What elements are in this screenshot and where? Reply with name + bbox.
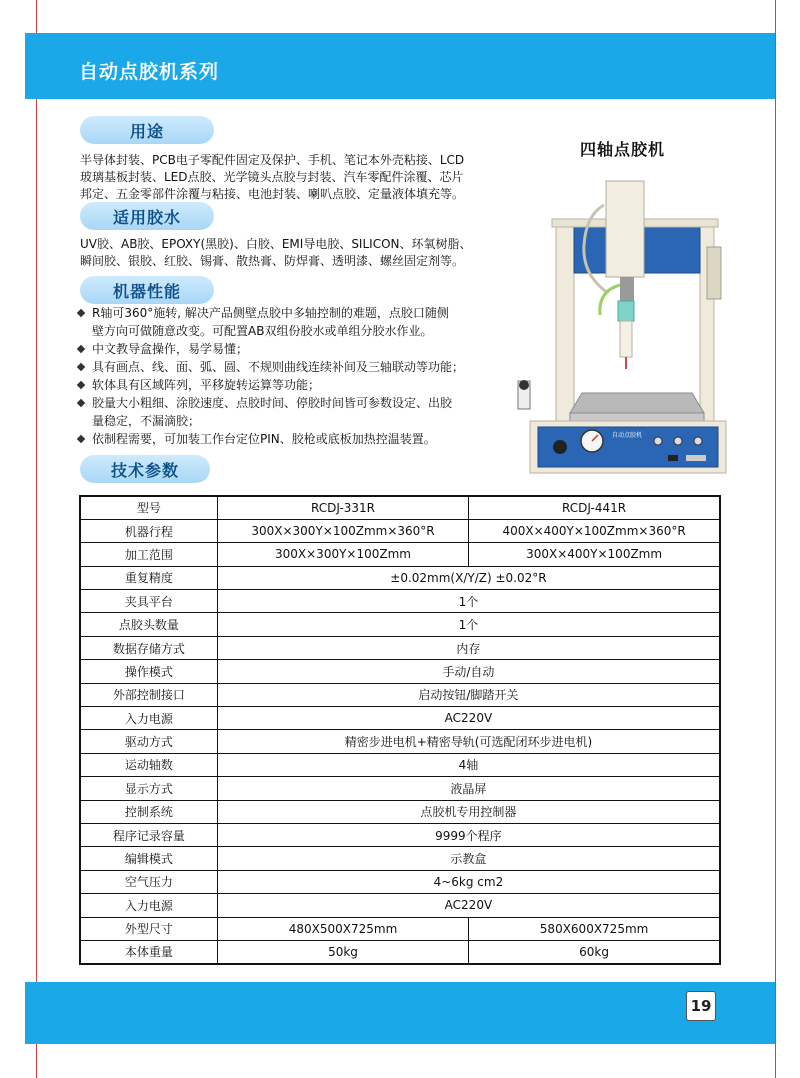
table-row: 显示方式 液晶屏	[80, 777, 720, 800]
performance-list	[78, 304, 464, 448]
diamond-bullet-icon	[77, 363, 85, 371]
table-row: 入力电源 AC220V	[80, 707, 720, 730]
table-row: 运动轴数 4轴	[80, 753, 720, 776]
table-row: 本体重量 50kg 60kg	[80, 940, 720, 963]
glue-line: UV胶、AB胶、EPOXY(黑胶)、白胶、EMI导电胶、SILICON、环氧树脂、	[80, 237, 472, 251]
diamond-bullet-icon	[77, 381, 85, 389]
table-row: 数据存储方式 内存	[80, 636, 720, 659]
section-usage-heading: 用途	[80, 116, 214, 144]
table-row: 控制系统 点胶机专用控制器	[80, 800, 720, 823]
table-row: 空气压力 4~6kg cm2	[80, 870, 720, 893]
page-title: 自动点胶机系列	[79, 61, 220, 83]
table-row: 加工范围 300X×300Y×100Zmm 300X×400Y×100Zmm	[80, 543, 720, 566]
table-row: 入力电源 AC220V	[80, 894, 720, 917]
table-row: 点胶头数量 1个	[80, 613, 720, 636]
usage-line: 半导体封装、PCB电子零配件固定及保护、手机、笔记本外壳粘接、LCD	[80, 153, 465, 167]
table-row: 夹具平台 1个	[80, 590, 720, 613]
table-row: 操作模式 手动/自动	[80, 660, 720, 683]
table-row: 程序记录容量 9999个程序	[80, 823, 720, 846]
spec-table	[79, 495, 721, 965]
performance-item: R轴可360°施转, 解决产品侧壁点胶中多轴控制的难题，点胶口随侧 壁方向可做随意改变。可配置AB双组份胶水或单组分胶水作业。	[78, 304, 464, 340]
performance-item: 中文教导盒操作，易学易懂；	[78, 340, 464, 358]
table-row: 机器行程 300X×300Y×100Zmm×360°R 400X×400Y×100Zmm×360°R	[80, 519, 720, 542]
machine-panel-label: 自动点胶机	[612, 432, 643, 439]
table-row: 重复精度 ±0.02mm(X/Y/Z) ±0.02°R	[80, 566, 720, 589]
diamond-bullet-icon	[77, 309, 85, 317]
table-row: 外部控制接口 启动按钮/脚踏开关	[80, 683, 720, 706]
table-row: 型号 RCDJ-331R RCDJ-441R	[80, 496, 720, 519]
glue-text	[80, 236, 472, 270]
table-row: 驱动方式 精密步进电机+精密导轨(可选配闭环步进电机)	[80, 730, 720, 753]
performance-item: 胶量大小粗细、涂胶速度、点胶时间、停胶时间皆可参数设定、出胶 量稳定，不漏滴胶；	[78, 394, 464, 430]
performance-item: 软体具有区域阵列，平移旋转运算等功能；	[78, 376, 464, 394]
section-glue-heading: 适用胶水	[80, 202, 214, 230]
section-specs-heading: 技术参数	[80, 455, 210, 483]
header-banner	[25, 33, 775, 99]
usage-line: 玻璃基板封装、LED点胶、光学镜头点胶与封装、汽车零配件涂覆、芯片	[80, 170, 464, 184]
dispenser-machine-image	[508, 175, 736, 480]
performance-item: 依制程需要，可加装工作台定位PIN、胶枪或底板加热控温装置。	[78, 430, 464, 448]
glue-line: 瞬间胶、银胶、红胶、锡膏、散热膏、防焊膏、透明漆、螺丝固定剂等。	[80, 254, 465, 268]
section-performance-heading: 机器性能	[80, 276, 214, 304]
performance-item: 具有画点、线、面、弧、圆、不规则曲线连续补间及三轴联动等功能；	[78, 358, 464, 376]
diamond-bullet-icon	[77, 345, 85, 353]
machine-title: 四轴点胶机	[580, 140, 666, 159]
diamond-bullet-icon	[77, 435, 85, 443]
left-margin-line	[36, 0, 37, 1078]
diamond-bullet-icon	[77, 399, 85, 407]
footer-banner	[25, 982, 775, 1044]
page-number: 19	[686, 991, 716, 1021]
usage-text	[80, 152, 464, 203]
usage-line: 邦定、五金零部件涂覆与粘接、电池封装、喇叭点胶、定量液体填充等。	[80, 187, 465, 201]
table-row: 外型尺寸 480X500X725mm 580X600X725mm	[80, 917, 720, 940]
table-row: 编辑模式 示教盒	[80, 847, 720, 870]
right-margin-line	[775, 0, 776, 1078]
